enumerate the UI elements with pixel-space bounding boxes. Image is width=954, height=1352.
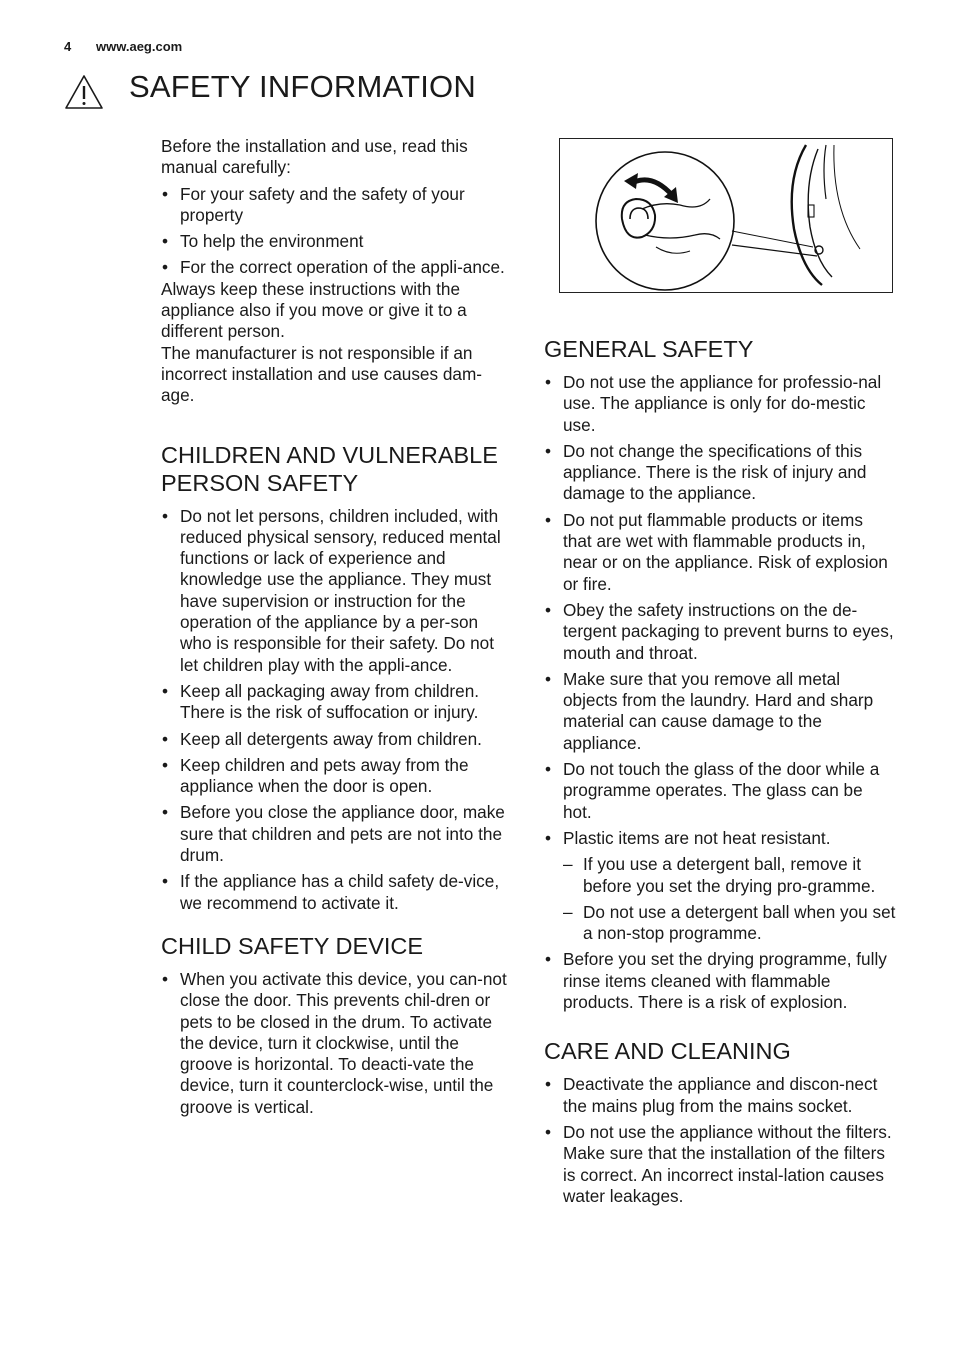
website-url: www.aeg.com xyxy=(96,39,183,54)
list-item: • Deactivate the appliance and discon-nect the mains plug from the mains socket. xyxy=(544,1074,896,1117)
list-item: • Do not use the appliance for professio-nal use. The appliance is only for do-mestic use. xyxy=(544,372,896,436)
page-number: 4 xyxy=(64,39,72,54)
general-heading: GENERAL SAFETY xyxy=(544,336,754,362)
children-list xyxy=(161,506,513,914)
list-item: • If the appliance has a child safety de-vice, we recommend to activate it. xyxy=(161,871,513,914)
list-item: • For the correct operation of the appli-ance. xyxy=(161,257,513,278)
care-list xyxy=(544,1074,896,1207)
intro-manufacturer: The manufacturer is not responsible if an incorrect installation and use causes dam-age. xyxy=(161,342,482,406)
list-item: • Keep all packaging away from children. There is the risk of suffocation or injury. xyxy=(161,681,513,724)
list-item: • To help the environment xyxy=(161,231,513,252)
list-item: • Make sure that you remove all metal objects from the laundry. Hard and sharp material can cause damage to the appliance. xyxy=(544,669,896,754)
list-item: • Keep children and pets away from the appliance when the door is open. xyxy=(161,755,513,798)
list-item: • Do not change the specifications of this appliance. There is the risk of injury and damage to the appliance. xyxy=(544,441,896,505)
list-item: • Do not use the appliance without the filters. Make sure that the installation of the filters is correct. An incorrect instal-lation causes water leakages. xyxy=(544,1122,896,1207)
right-column xyxy=(544,138,896,1212)
child-device-heading: CHILD SAFETY DEVICE xyxy=(161,932,424,959)
list-item: • Do not let persons, children included, with reduced physical sensory, reduced mental functions or lack of experience and knowledge use the appliance. They must have supervision or instruction for the operation of the appliance by a per-son who is responsible for their safety. Do not let children play with the appli-ance. xyxy=(161,506,513,676)
sub-list xyxy=(544,854,896,944)
warning-triangle-icon xyxy=(64,74,104,110)
intro-keep: Always keep these instructions with the appliance also if you move or give it to a different person. xyxy=(161,278,467,342)
list-item: • Before you set the drying programme, fully rinse items cleaned with flammable products. There is a risk of explosion. xyxy=(544,949,896,1013)
list-item: • Obey the safety instructions on the de-tergent packaging to prevent burns to eyes, mouth and throat. xyxy=(544,600,896,664)
sub-list-item: – If you use a detergent ball, remove it before you set the drying pro-gramme. xyxy=(544,854,896,897)
child-lock-drawing xyxy=(560,139,894,294)
list-item: • Before you close the appliance door, make sure that children and pets are not into the drum. xyxy=(161,802,513,866)
child-device-list xyxy=(161,969,513,1118)
list-item: • Do not put flammable products or items that are wet with flammable products in, near or on the appliance. Risk of explosion or fire. xyxy=(544,510,896,595)
intro-lead: Before the installation and use, read this manual carefully: xyxy=(161,136,468,178)
left-column xyxy=(161,136,513,1123)
list-item xyxy=(544,828,896,944)
sub-list-item: – Do not use a detergent ball when you set a non-stop programme. xyxy=(544,902,896,945)
list-item: • When you activate this device, you can-not close the door. This prevents chil-dren or pets to be closed in the drum. To activate the device, turn it clockwise, until the groove is horizontal. To deacti-vate the device, turn it counterclock-wise, until the groove is vertical. xyxy=(161,969,513,1118)
list-item: • Keep all detergents away from children. xyxy=(161,729,513,750)
list-item: • For your safety and the safety of your property xyxy=(161,184,513,227)
child-lock-illustration xyxy=(559,138,893,293)
list-item: • Do not touch the glass of the door while a programme operates. The glass can be hot. xyxy=(544,759,896,823)
page-title: SAFETY INFORMATION xyxy=(129,69,476,104)
intro-list xyxy=(161,184,513,279)
general-list xyxy=(544,372,896,1013)
list-item-text: Plastic items are not heat resistant. xyxy=(563,827,831,848)
children-heading: CHILDREN AND VULNERABLE PERSON SAFETY xyxy=(161,441,498,496)
care-heading: CARE AND CLEANING xyxy=(544,1038,791,1065)
